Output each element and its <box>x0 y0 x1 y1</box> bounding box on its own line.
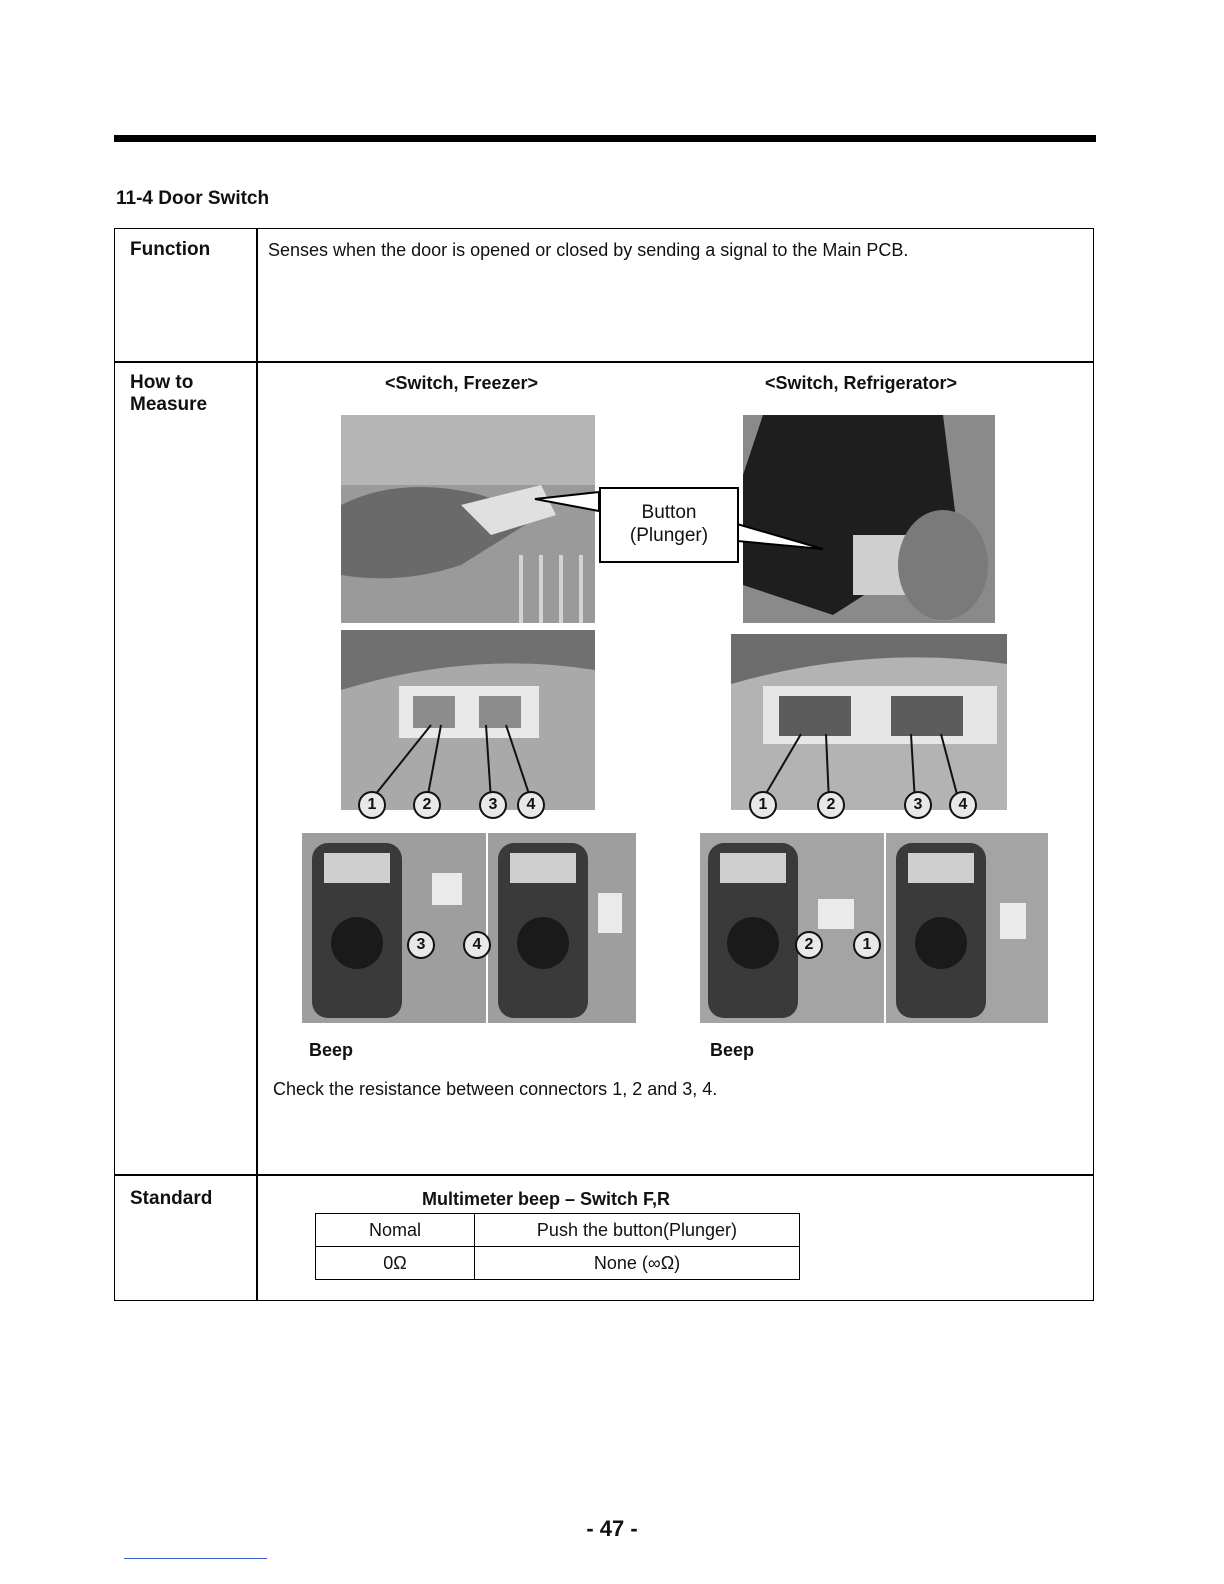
measure-label-line1: How to <box>130 372 194 393</box>
meter-connector-3-marker: 3 <box>407 931 435 959</box>
ref-connector-3-marker: 3 <box>904 791 932 819</box>
freezer-multimeter-photo <box>302 833 636 1023</box>
footer-link-rule <box>124 1558 267 1559</box>
connector-3-marker: 3 <box>479 791 507 819</box>
freezer-caption: <Switch, Freezer> <box>385 373 539 393</box>
connector-4-marker: 4 <box>517 791 545 819</box>
refrigerator-connector-photo <box>731 634 1007 810</box>
page-number: - 47 - <box>586 1516 638 1541</box>
meter-connector-1-marker: 1 <box>853 931 881 959</box>
ref-connector-1-marker: 1 <box>749 791 777 819</box>
function-text: Senses when the door is opened or closed by sending a signal to the Main PCB. <box>268 240 909 260</box>
refrigerator-multimeter-photo <box>700 833 1048 1023</box>
table-row <box>316 1247 800 1280</box>
top-rule <box>114 135 1096 142</box>
value-normal: 0Ω <box>316 1247 475 1280</box>
connector-1-marker: 1 <box>358 791 386 819</box>
beep-right: Beep <box>710 1040 755 1060</box>
freezer-connector-photo <box>341 630 595 810</box>
spec-table <box>114 228 1094 1301</box>
header-push: Push the button(Plunger) <box>475 1214 800 1247</box>
callout-pointers <box>115 229 1095 649</box>
meter-connector-2-marker: 2 <box>795 931 823 959</box>
ref-connector-4-marker: 4 <box>949 791 977 819</box>
row-divider-2 <box>115 1174 1093 1176</box>
meter-connector-4-marker: 4 <box>463 931 491 959</box>
standard-table-title: Multimeter beep – Switch F,R <box>422 1189 671 1209</box>
ref-connector-2-marker: 2 <box>817 791 845 819</box>
connector-2-marker: 2 <box>413 791 441 819</box>
button-plunger-callout <box>599 487 739 563</box>
value-push: None (∞Ω) <box>475 1247 800 1280</box>
measure-label-line2: Measure <box>130 394 208 415</box>
function-label: Function <box>130 239 211 260</box>
beep-left: Beep <box>309 1040 354 1060</box>
callout-line2: (Plunger) <box>629 525 709 546</box>
header-normal: Nomal <box>316 1214 475 1247</box>
section-title: 11-4 Door Switch <box>116 188 270 209</box>
table-row <box>316 1214 800 1247</box>
multimeter-standard-table <box>315 1213 800 1280</box>
refrigerator-caption: <Switch, Refrigerator> <box>765 373 958 393</box>
measure-instruction: Check the resistance between connectors 1, 2 and 3, 4. <box>273 1079 718 1099</box>
callout-line1: Button <box>641 502 697 523</box>
standard-label: Standard <box>130 1188 213 1209</box>
